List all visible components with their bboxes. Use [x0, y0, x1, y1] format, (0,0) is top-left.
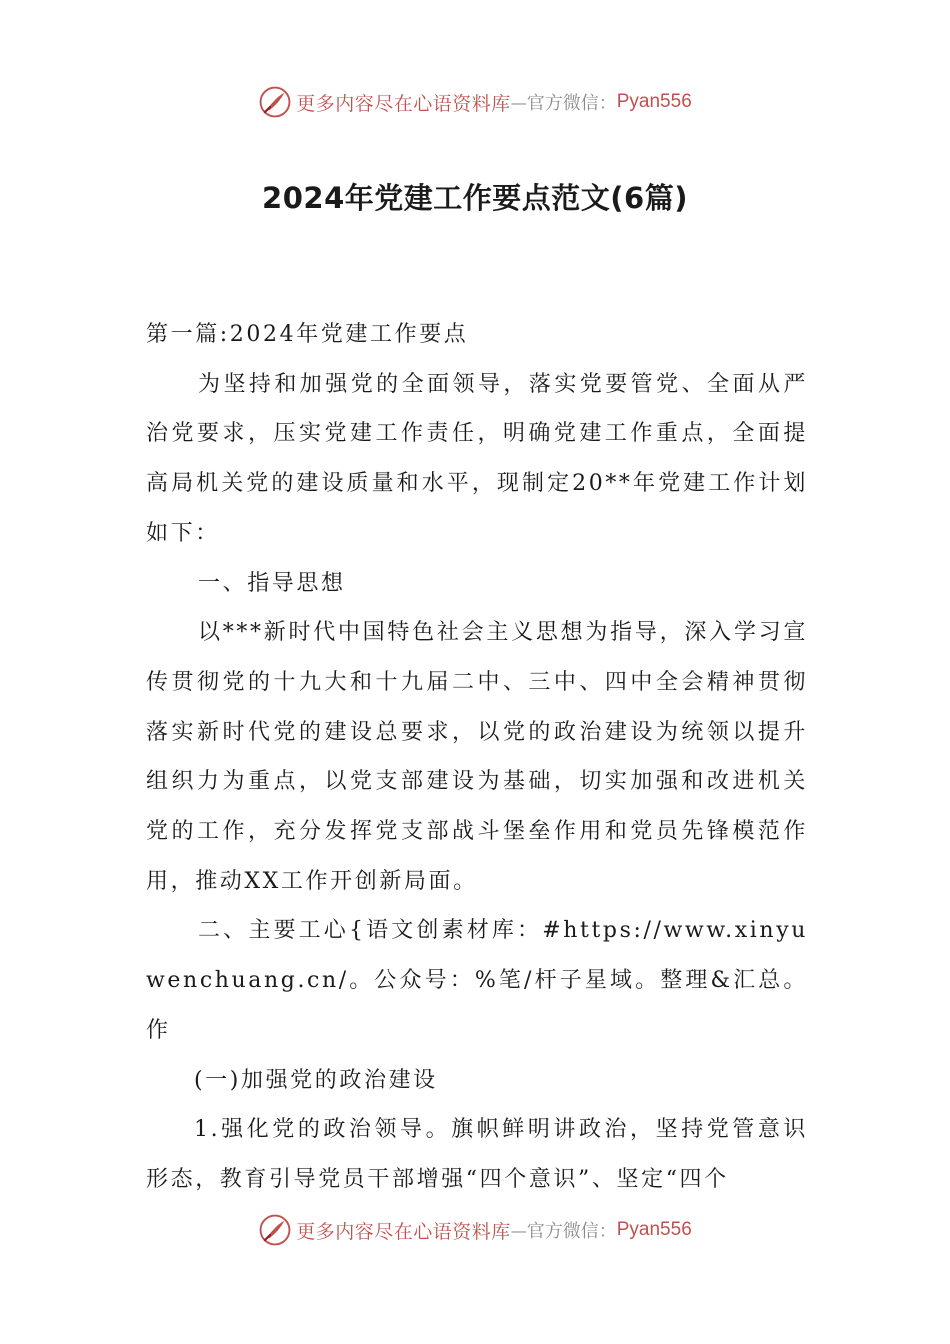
section-heading: 第一篇:2024年党建工作要点	[146, 322, 469, 347]
subsection-heading: 一、指导思想	[198, 570, 346, 596]
banner-text: 更多内容尽在心语资料库	[296, 92, 511, 115]
quill-pen-logo-icon	[258, 1213, 292, 1247]
banner-text: 更多内容尽在心语资料库	[296, 1220, 511, 1243]
header-watermark-banner	[0, 82, 950, 122]
banner-wechat-id: Pyan556	[616, 1219, 692, 1240]
paragraph: 1.强化党的政治领导。旗帜鲜明讲政治，坚持党管意识形态，教育引导党员干部增强“四个意识”、坚定“四个	[146, 1117, 808, 1192]
paragraph: 以***新时代中国特色社会主义思想为指导，深入学习宣传贯彻党的十九大和十九届二中、三中、四中全会精神贯彻落实新时代党的建设总要求，以党的政治建设为统领以提升组织力为重点，以党支部建设为基础，切实加强和改进机关党的工作，充分发挥党支部战斗堡垒作用和党员先锋模范作用，推动XX工作开创新局面。	[146, 620, 808, 894]
paragraph: 为坚持和加强党的全面领导，落实党要管党、全面从严治党要求，压实党建工作责任，明确党建工作重点，全面提高局机关党的建设质量和水平，现制定20**年党建工作计划如下：	[146, 371, 808, 546]
banner-dash: —	[510, 92, 527, 112]
document-body	[146, 310, 808, 1205]
subsection-heading: (一)加强党的政治建设	[194, 1067, 438, 1093]
banner-wechat-id: Pyan556	[616, 91, 692, 112]
banner-dash: —	[510, 1220, 527, 1240]
banner-wechat-label: 官方微信：	[526, 1221, 617, 1242]
paragraph: 二、主要工心{语文创素材库：#https://www.xinyuwenchuang.cn/。公众号：%笔/杆子星域。整理&汇总。作	[146, 918, 808, 1043]
banner-wechat-label: 官方微信：	[526, 93, 617, 114]
footer-watermark-banner	[0, 1210, 950, 1250]
quill-pen-logo-icon	[258, 85, 292, 119]
document-title: 2024年党建工作要点范文(6篇)	[262, 181, 688, 215]
